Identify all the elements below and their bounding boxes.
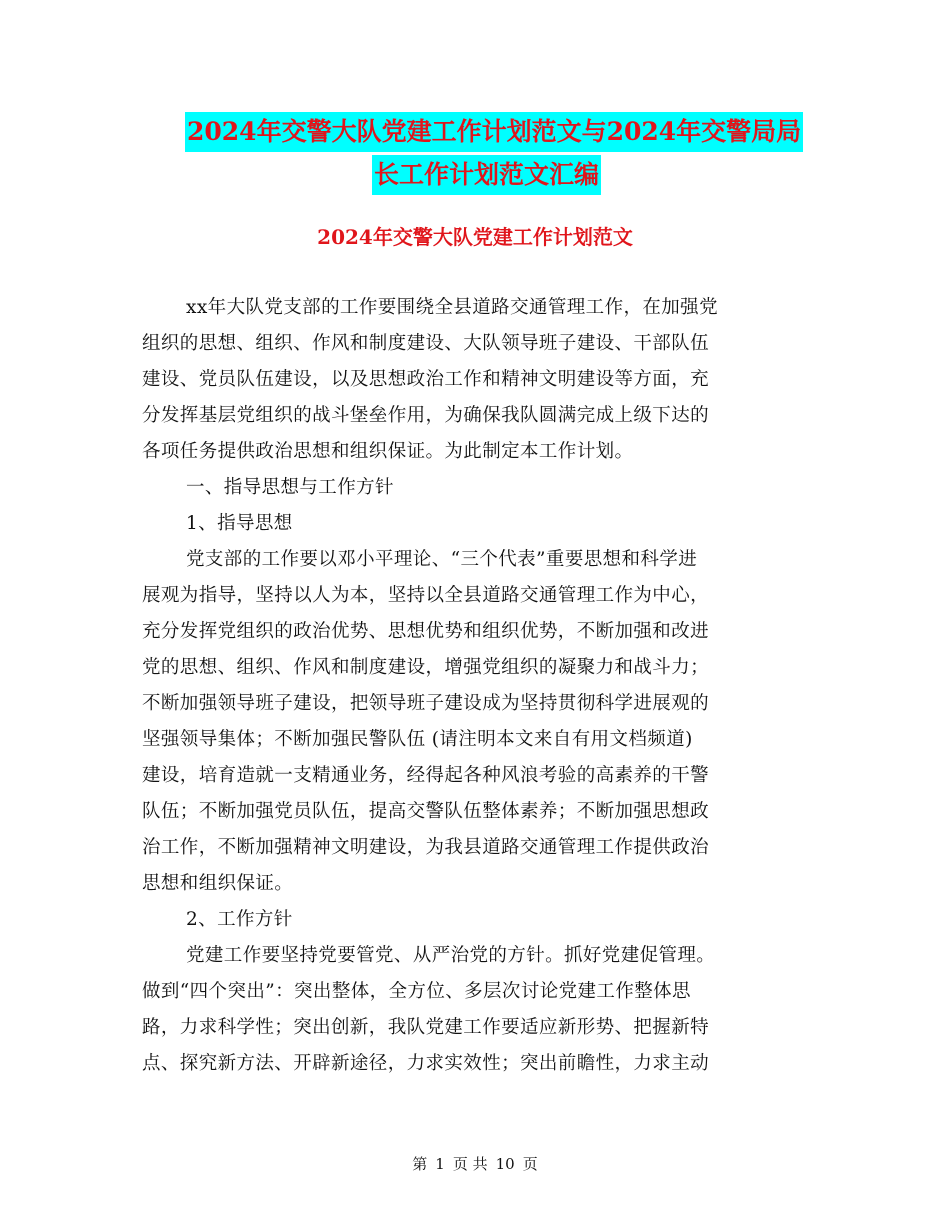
body-line: 各项任务提供政治思想和组织保证。为此制定本工作计划。 xyxy=(142,441,634,462)
body-line: 展观为指导，坚持以人为本，坚持以全县道路交通管理工作为中心， xyxy=(142,585,710,606)
body-line: 队伍；不断加强党员队伍，提高交警队伍整体素养；不断加强思想政 xyxy=(142,801,710,822)
footer-suffix: 页 xyxy=(522,1155,538,1173)
body-line: 治工作，不断加强精神文明建设，为我县道路交通管理工作提供政治 xyxy=(142,837,710,858)
body-line: 点、探究新方法、开辟新途径，力求实效性；突出前瞻性，力求主动 xyxy=(142,1053,710,1074)
body-line: 党的思想、组织、作风和制度建设，增强党组织的凝聚力和战斗力； xyxy=(142,657,710,678)
title-line-2: 长工作计划范文汇编 xyxy=(372,155,601,195)
section-title: 2024年交警大队党建工作计划范文 xyxy=(317,225,633,249)
heading-guiding-principles: 一、指导思想与工作方针 xyxy=(186,477,394,498)
body-line: 不断加强领导班子建设，把领导班子建设成为坚持贯彻科学进展观的 xyxy=(142,693,710,714)
heading-work-policy: 2、工作方针 xyxy=(186,909,293,930)
body-line: 分发挥基层党组织的战斗堡垒作用，为确保我队圆满完成上级下达的 xyxy=(142,405,710,426)
body-line: 党支部的工作要以邓小平理论、“三个代表”重要思想和科学进 xyxy=(186,549,698,570)
page-footer xyxy=(0,1152,950,1176)
body-line: 做到“四个突出”：突出整体，全方位、多层次讨论党建工作整体思 xyxy=(142,981,691,1002)
body-line: 坚强领导集体；不断加强民警队伍 (请注明本文来自有用文档频道) xyxy=(142,729,693,750)
footer-middle: 页 共 xyxy=(452,1155,488,1173)
body-line: 建设，培育造就一支精通业务，经得起各种风浪考验的高素养的干警 xyxy=(142,765,710,786)
body-line: 思想和组织保证。 xyxy=(142,873,294,894)
footer-page-number: 1 xyxy=(435,1155,445,1173)
body-line: 党建工作要坚持党要管党、从严治党的方针。抓好党建促管理。 xyxy=(186,945,716,966)
body-line: 路，力求科学性；突出创新，我队党建工作要适应新形势、把握新特 xyxy=(142,1017,710,1038)
body-line: 充分发挥党组织的政治优势、思想优势和组织优势，不断加强和改进 xyxy=(142,621,710,642)
footer-prefix: 第 xyxy=(412,1155,428,1173)
body-line: 组织的思想、组织、作风和制度建设、大队领导班子建设、干部队伍 xyxy=(142,333,710,354)
heading-guiding-thought: 1、指导思想 xyxy=(186,513,293,534)
body-line: xx年大队党支部的工作要围绕全县道路交通管理工作，在加强党 xyxy=(186,297,718,318)
footer-total-pages: 10 xyxy=(495,1155,515,1173)
body-line: 建设、党员队伍建设，以及思想政治工作和精神文明建设等方面，充 xyxy=(142,369,710,390)
title-line-1: 2024年交警大队党建工作计划范文与2024年交警局局 xyxy=(185,112,803,152)
